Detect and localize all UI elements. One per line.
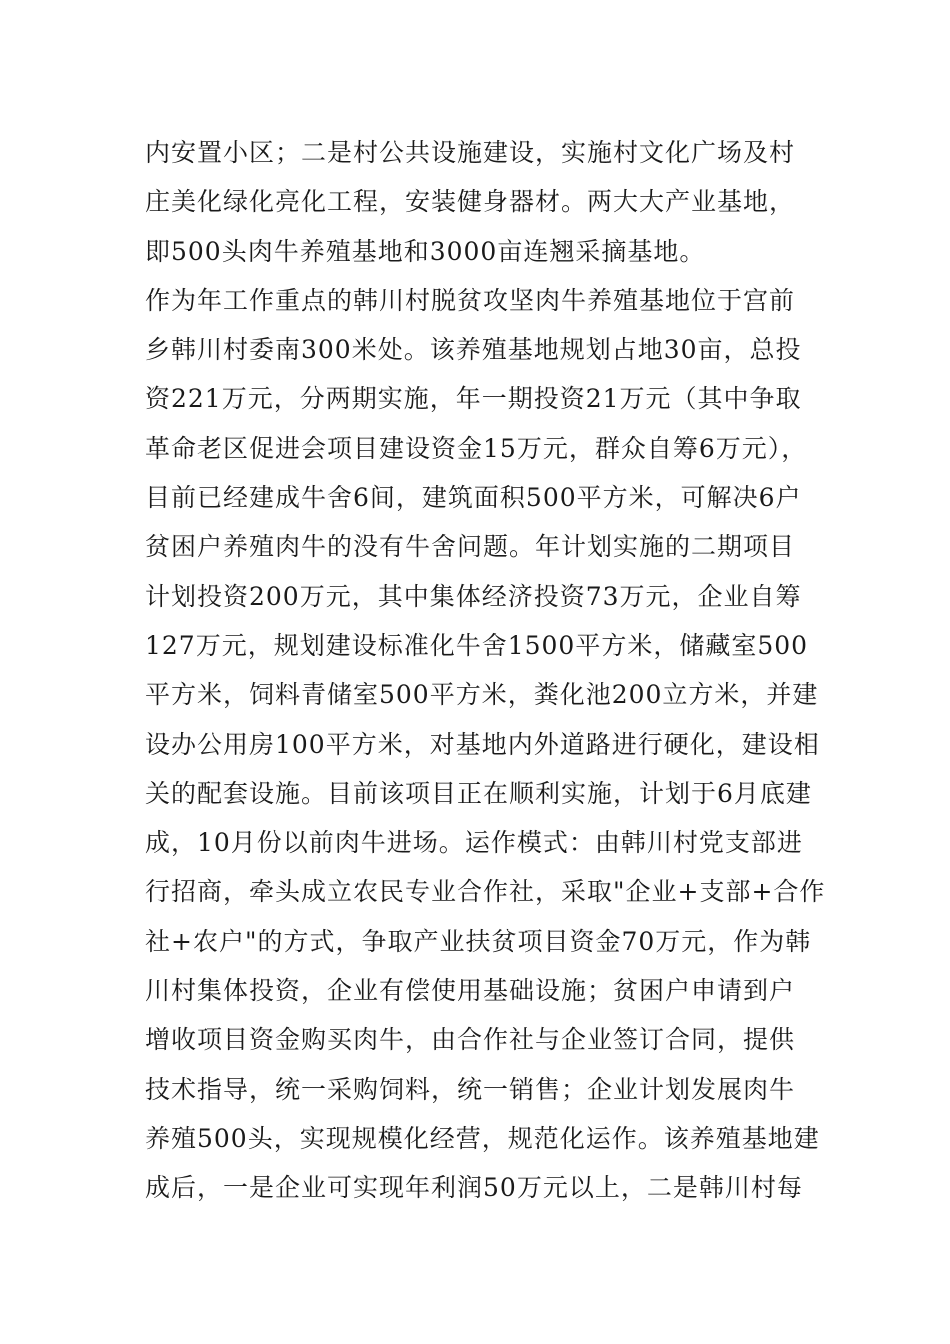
text-line: 革命老区促进会项目建设资金15万元，群众自筹6万元）， (145, 433, 808, 463)
text-line: 设办公用房100平方米，对基地内外道路进行硬化，建设相 (145, 729, 820, 759)
text-line: 成后，一是企业可实现年利润50万元以上，二是韩川村每 (145, 1173, 803, 1203)
text-line: 贫困户养殖肉牛的没有牛舍问题。年计划实施的二期项目 (145, 532, 796, 562)
text-line: 资221万元，分两期实施，年一期投资21万元（其中争取 (145, 384, 802, 414)
text-line: 行招商，牵头成立农民专业合作社，采取"企业+支部+合作 (145, 877, 826, 907)
text-line: 庄美化绿化亮化工程，安装健身器材。两大大产业基地， (145, 187, 796, 217)
text-line: 乡韩川村委南300米处。该养殖基地规划占地30亩，总投 (145, 335, 802, 365)
text-line: 增收项目资金购买肉牛，由合作社与企业签订合同，提供 (145, 1025, 796, 1055)
text-line: 作为年工作重点的韩川村脱贫攻坚肉牛养殖基地位于宫前 (145, 285, 796, 315)
text-line: 养殖500头，实现规模化经营，规范化运作。该养殖基地建 (145, 1123, 820, 1153)
document-body (145, 128, 825, 1213)
text-line: 平方米，饲料青储室500平方米，粪化池200立方米，并建 (145, 680, 819, 710)
text-line: 川村集体投资，企业有偿使用基础设施；贫困户申请到户 (145, 976, 796, 1006)
text-line: 成，10月份以前肉牛进场。运作模式：由韩川村党支部进 (145, 828, 803, 858)
text-line: 关的配套设施。目前该项目正在顺利实施，计划于6月底建 (145, 778, 812, 808)
text-line: 即500头肉牛养殖基地和3000亩连翘采摘基地。 (145, 236, 706, 266)
text-line: 技术指导，统一采购饲料，统一销售；企业计划发展肉牛 (145, 1074, 796, 1104)
text-line: 内安置小区；二是村公共设施建设，实施村文化广场及村 (145, 138, 796, 167)
text-line: 127万元，规划建设标准化牛舍1500平方米，储藏室500 (145, 630, 809, 660)
text-line: 目前已经建成牛舍6间，建筑面积500平方米，可解决6户 (145, 483, 802, 513)
text-line: 社+农户"的方式，争取产业扶贫项目资金70万元，作为韩 (145, 926, 812, 956)
text-line: 计划投资200万元，其中集体经济投资73万元，企业自筹 (145, 581, 802, 611)
